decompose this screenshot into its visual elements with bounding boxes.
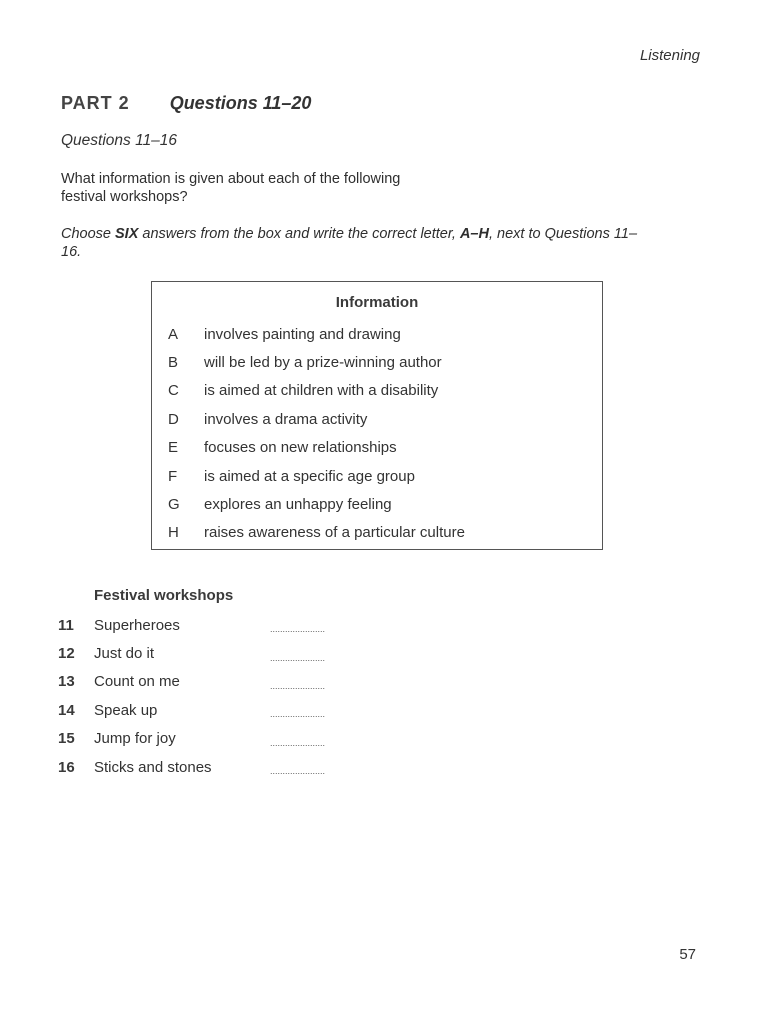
question-number: 12 xyxy=(58,645,75,663)
workshop-name: Jump for joy xyxy=(94,730,176,748)
answer-blank[interactable]: ...................... xyxy=(270,709,326,720)
question-number: 15 xyxy=(58,730,75,748)
workshop-name: Superheroes xyxy=(94,616,180,634)
workshop-name: Count on me xyxy=(94,673,180,691)
information-item xyxy=(168,405,592,433)
instruction-range: A–H xyxy=(459,226,489,242)
information-letter: H xyxy=(168,524,179,542)
information-text: is aimed at a specific age group xyxy=(204,467,415,485)
question-number: 13 xyxy=(58,673,75,691)
information-text: focuses on new relationships xyxy=(204,439,397,457)
information-item xyxy=(168,519,592,547)
part-heading xyxy=(61,93,311,114)
answer-blank[interactable]: ...................... xyxy=(270,624,326,635)
information-letter: E xyxy=(168,439,179,457)
instruction-mid: answers from the box and write the correct letter, xyxy=(138,226,460,242)
information-item xyxy=(168,462,592,490)
answer-blank[interactable]: ...................... xyxy=(270,680,326,691)
information-item xyxy=(168,320,592,348)
information-letter: A xyxy=(168,325,179,343)
intro-line-1: What information is given about each of the following xyxy=(61,171,401,187)
workshop-question xyxy=(58,696,378,724)
answer-blank[interactable]: ...................... xyxy=(270,652,326,663)
answer-blank[interactable]: ...................... xyxy=(270,766,326,777)
information-list xyxy=(168,320,592,547)
workshops-list xyxy=(58,611,378,781)
instruction-count: SIX xyxy=(115,226,139,242)
information-letter: B xyxy=(168,354,179,372)
instruction-pre: Choose xyxy=(61,226,116,242)
information-text: raises awareness of a particular culture xyxy=(204,524,465,542)
question-number: 16 xyxy=(58,758,75,776)
part-label: PART 2 xyxy=(61,93,130,113)
workshop-name: Sticks and stones xyxy=(94,758,212,776)
section-label: Listening xyxy=(639,47,700,64)
information-text: involves a drama activity xyxy=(204,410,368,428)
page-number: 57 xyxy=(679,946,696,963)
information-letter: D xyxy=(168,410,179,428)
information-text: will be led by a prize-winning author xyxy=(204,354,442,372)
workshop-name: Speak up xyxy=(94,701,158,719)
information-text: explores an unhappy feeling xyxy=(204,496,392,514)
intro-line-2: festival workshops? xyxy=(61,189,188,205)
information-box xyxy=(151,281,603,550)
workshop-question xyxy=(58,753,378,781)
information-letter: F xyxy=(168,467,178,485)
workshop-question xyxy=(58,725,378,753)
information-text: involves painting and drawing xyxy=(204,325,401,343)
part-questions-range: Questions 11–20 xyxy=(169,93,312,113)
information-letter: C xyxy=(168,382,179,400)
intro-text xyxy=(61,170,481,206)
information-item xyxy=(168,348,592,376)
information-item xyxy=(168,434,592,462)
questions-subheading: Questions 11–16 xyxy=(61,132,178,149)
information-letter: G xyxy=(168,496,180,514)
workshops-title: Festival workshops xyxy=(94,587,234,604)
information-text: is aimed at children with a disability xyxy=(204,382,439,400)
information-box-title: Information xyxy=(335,294,419,311)
information-item xyxy=(168,377,592,405)
information-item xyxy=(168,490,592,518)
workshop-question xyxy=(58,668,378,696)
question-number: 14 xyxy=(58,701,75,719)
instruction-post: , next to Questions 11–16. xyxy=(61,226,638,260)
workshop-question xyxy=(58,611,378,639)
workshop-question xyxy=(58,639,378,667)
answer-blank[interactable]: ...................... xyxy=(270,737,326,748)
instruction-text xyxy=(61,225,641,261)
workshop-name: Just do it xyxy=(94,645,155,663)
question-number: 11 xyxy=(58,616,74,634)
